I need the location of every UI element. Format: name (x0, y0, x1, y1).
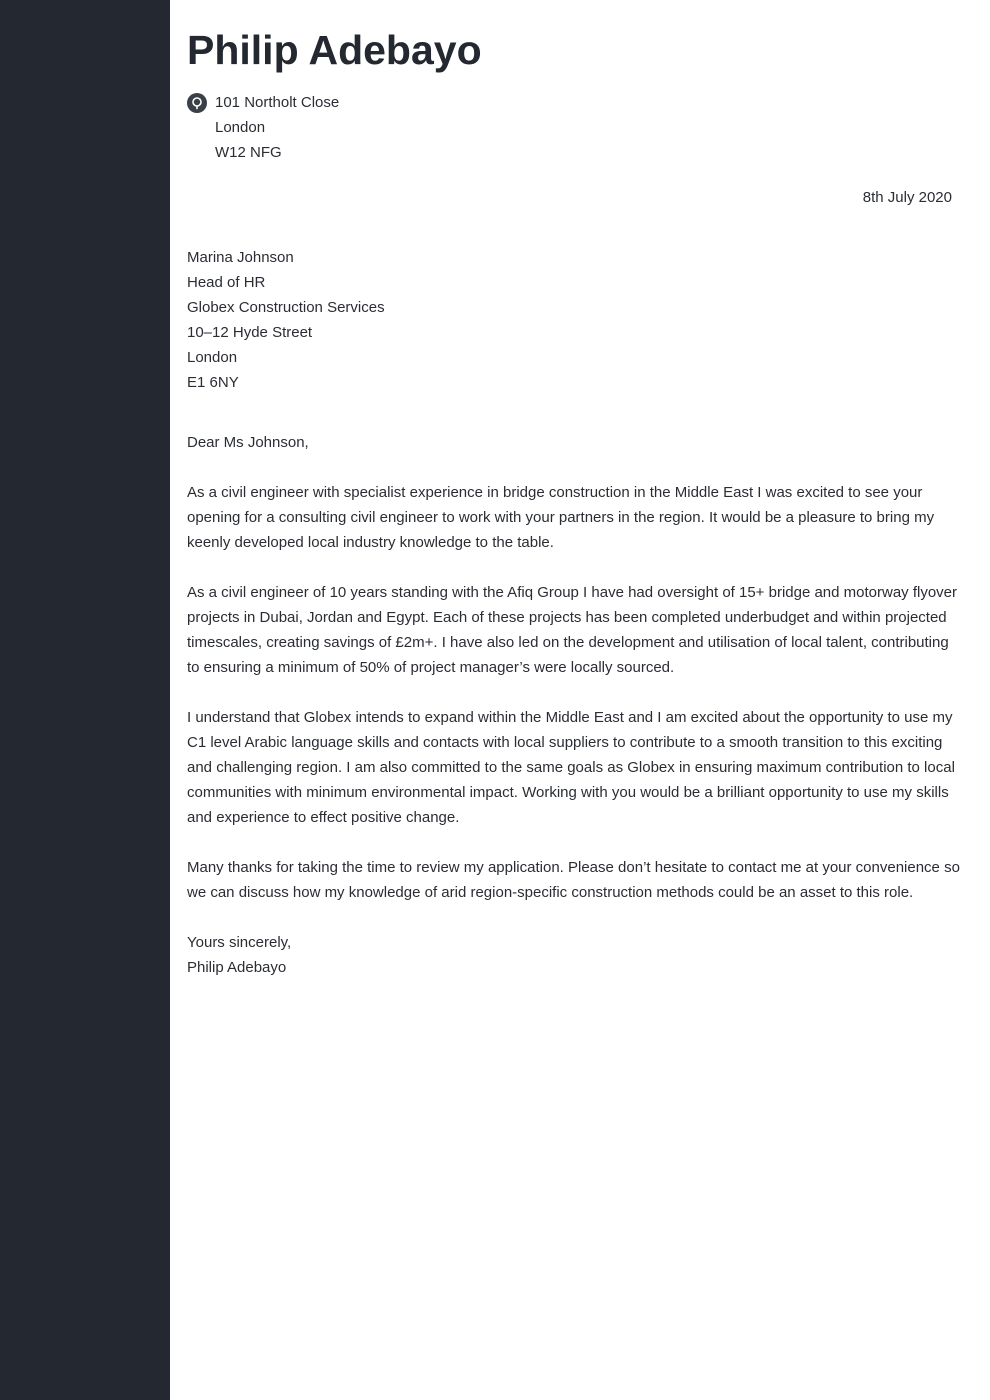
sender-address-line: 101 Northolt Close (215, 94, 340, 111)
recipient-city: London (187, 349, 238, 366)
sender-name: Philip Adebayo (187, 27, 482, 73)
body-paragraph: I understand that Globex intends to expand within the Middle East and I am excited about the opportunity to use my C1 level Arabic language skills and contacts with local suppliers to contribute to a smooth transition to this exciting and challenging region. I am also committed to the same goals as Globex in ensuring maximum contribution to local communities with minimum environmental impact. Working with you would be a brilliant opportunity to use my skills and experience to effect positive change. (187, 709, 955, 826)
closing: Yours sincerely, (187, 934, 292, 951)
location-pin-icon (187, 93, 207, 113)
salutation: Dear Ms Johnson, (187, 434, 309, 451)
signature: Philip Adebayo (187, 959, 287, 976)
recipient-address (187, 245, 385, 395)
sender-address-line: London (215, 119, 266, 136)
body-paragraph: As a civil engineer of 10 years standing with the Afiq Group I have had oversight of 15+ bridge and motorway flyover projects in Dubai, Jordan and Egypt. Each of these projects has been completed underbudget and within projected timescales, creating savings of £2m+. I have also led on the development and utilisation of local talent, contributing to ensuring a minimum of 50% of project manager’s were locally sourced. (187, 584, 958, 676)
sender-address-line: W12 NFG (215, 144, 282, 161)
recipient-street: 10–12 Hyde Street (187, 324, 313, 341)
letter-date: 8th July 2020 (862, 189, 952, 206)
recipient-title: Head of HR (187, 274, 266, 291)
sender-address-lines (215, 90, 339, 165)
recipient-company: Globex Construction Services (187, 299, 385, 316)
letter-body (187, 480, 962, 980)
sidebar (0, 0, 170, 1400)
recipient-postcode: E1 6NY (187, 374, 239, 391)
body-paragraph: As a civil engineer with specialist experience in bridge construction in the Middle East I was excited to see your opening for a consulting civil engineer to work with your partners in the region. It would be a pleasure to bring my keenly developed local industry knowledge to the table. (187, 484, 935, 551)
body-paragraph: Many thanks for taking the time to review my application. Please don’t hesitate to contact me at your convenience so we can discuss how my knowledge of arid region-specific construction methods could be an asset to this role. (187, 859, 960, 901)
recipient-name: Marina Johnson (187, 249, 294, 266)
